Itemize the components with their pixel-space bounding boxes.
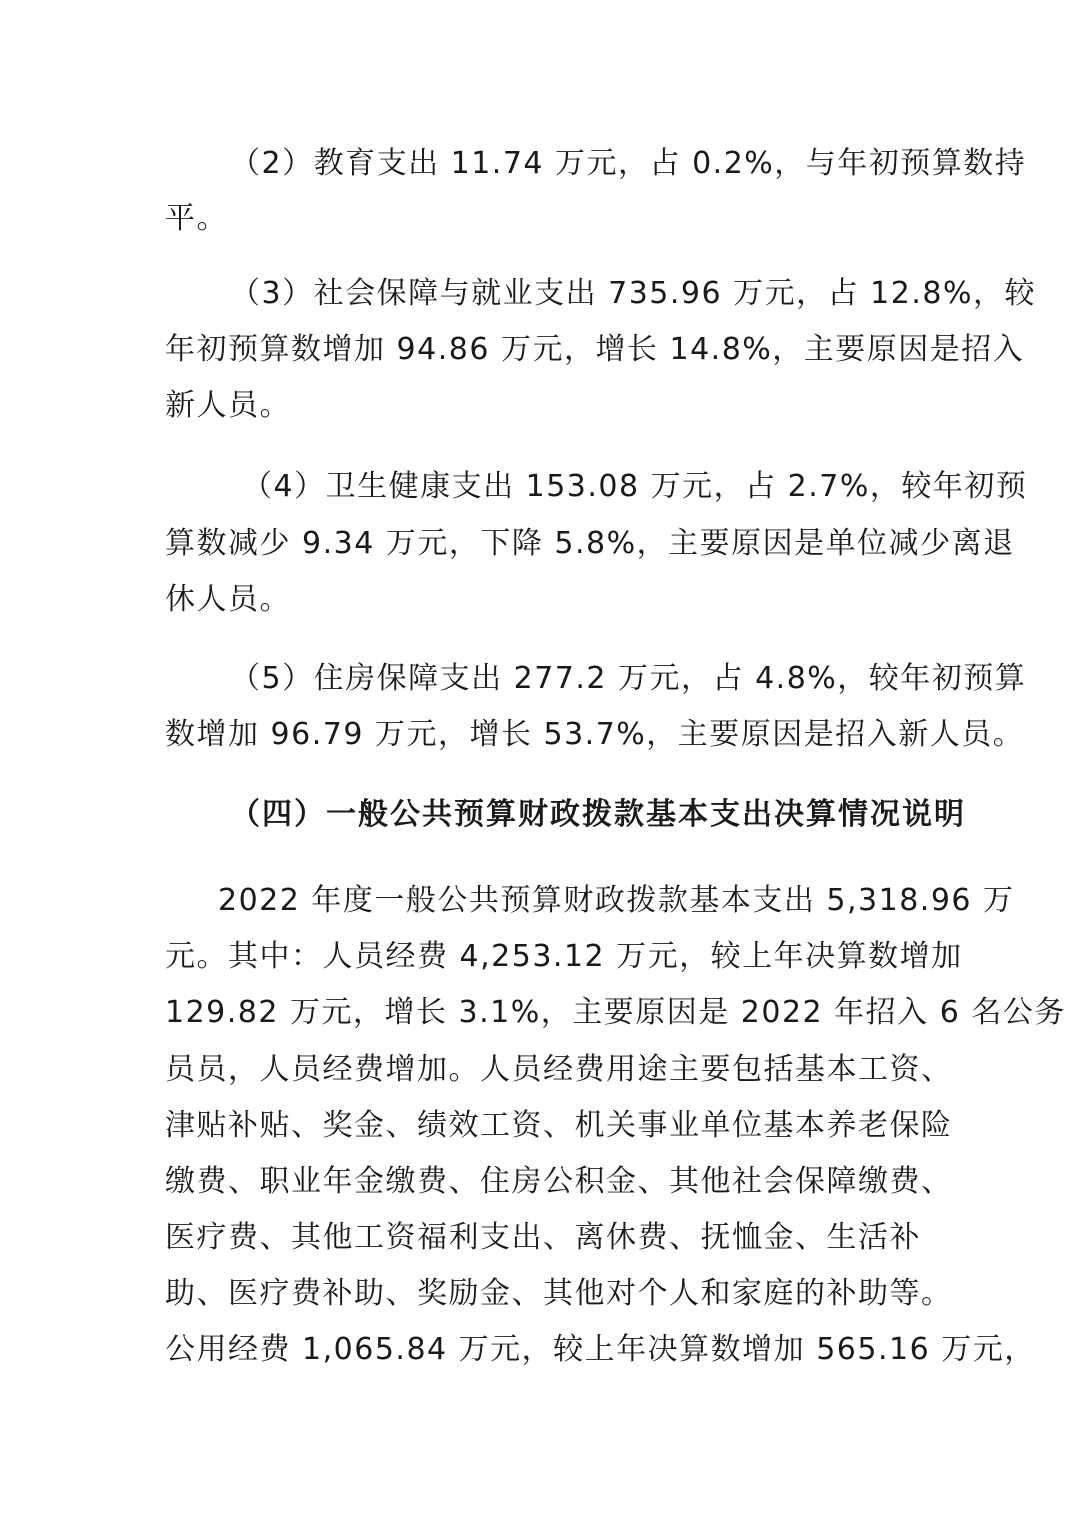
body-paragraph-line-1: 2022 年度一般公共预算财政拨款基本支出 5,318.96 万 xyxy=(218,883,1015,918)
paragraph-health-line-1: （4）卫生健康支出 153.08 万元，占 2.7%，较年初预 xyxy=(242,469,1028,504)
paragraph-health-line-3: 休人员。 xyxy=(165,582,291,617)
body-paragraph-line-8: 助、医疗费补助、奖励金、其他对个人和家庭的补助等。 xyxy=(165,1276,953,1311)
paragraph-housing-line-2: 数增加 96.79 万元，增长 53.7%，主要原因是招入新人员。 xyxy=(165,717,1025,752)
body-paragraph-line-9: 公用经费 1,065.84 万元，较上年决算数增加 565.16 万元， xyxy=(165,1332,1036,1367)
body-paragraph-line-4: 员员，人员经费增加。人员经费用途主要包括基本工资、 xyxy=(165,1052,953,1087)
paragraph-education-line-2: 平。 xyxy=(165,201,228,236)
body-paragraph-line-5: 津贴补贴、奖金、绩效工资、机关事业单位基本养老保险 xyxy=(165,1108,953,1143)
paragraph-social-security-line-1: （3）社会保障与就业支出 735.96 万元，占 12.8%，较 xyxy=(230,276,1036,311)
paragraph-social-security-line-2: 年初预算数增加 94.86 万元，增长 14.8%，主要原因是招入 xyxy=(165,332,1025,367)
body-paragraph-line-3: 129.82 万元，增长 3.1%，主要原因是 2022 年招入 6 名公务 xyxy=(165,995,1066,1030)
paragraph-social-security-line-3: 新人员。 xyxy=(165,388,291,423)
paragraph-education-line-1: （2）教育支出 11.74 万元，占 0.2%，与年初预算数持 xyxy=(230,146,1027,181)
body-paragraph-line-6: 缴费、职业年金缴费、住房公积金、其他社会保障缴费、 xyxy=(165,1164,953,1199)
body-paragraph-line-2: 元。其中：人员经费 4,253.12 万元，较上年决算数增加 xyxy=(165,939,963,974)
paragraph-housing-line-1: （5）住房保障支出 277.2 万元，占 4.8%，较年初预算 xyxy=(230,661,1027,696)
paragraph-health-line-2: 算数减少 9.34 万元，下降 5.8%，主要原因是单位减少离退 xyxy=(165,526,1015,561)
body-paragraph-line-7: 医疗费、其他工资福利支出、离休费、抚恤金、生活补 xyxy=(165,1220,921,1255)
section-heading: （四）一般公共预算财政拨款基本支出决算情况说明 xyxy=(230,797,966,832)
